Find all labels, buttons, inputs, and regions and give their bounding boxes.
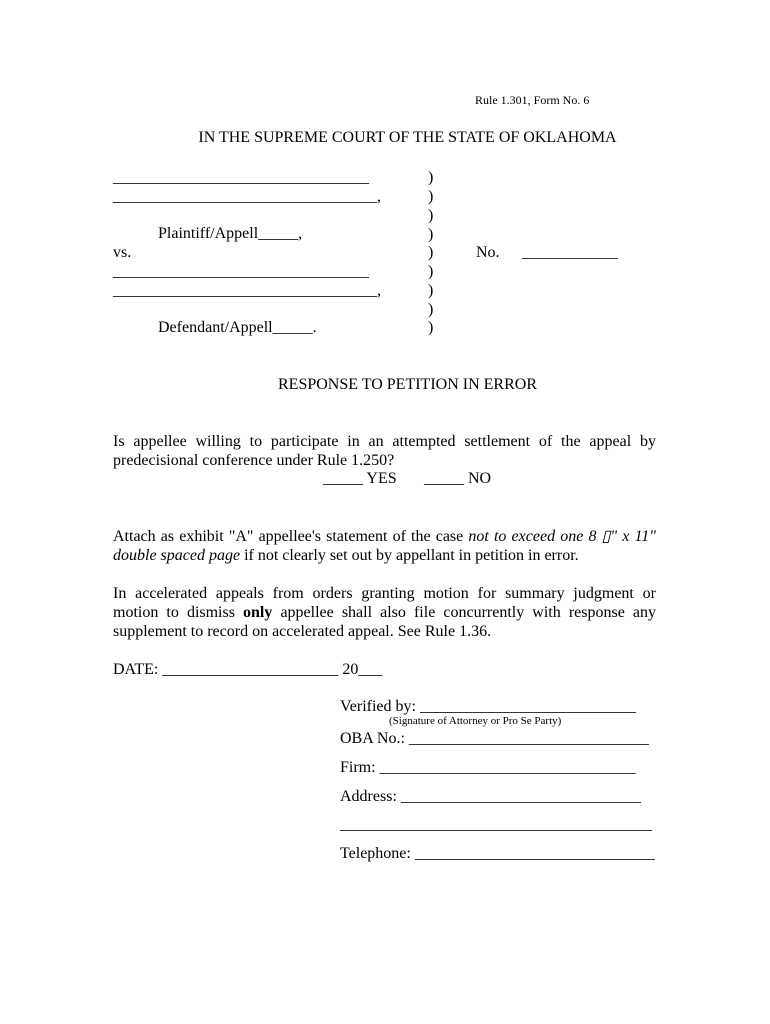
plaintiff-name-blank-1[interactable]: ________________________________ bbox=[113, 169, 369, 186]
verified-by-line[interactable]: Verified by: ___________________________ bbox=[340, 698, 636, 715]
paren: ) bbox=[428, 169, 434, 186]
paren: ) bbox=[428, 301, 434, 318]
no-option[interactable]: _____ NO bbox=[424, 470, 492, 487]
attach-suffix: if not clearly set out by appellant in petition in error. bbox=[240, 547, 579, 564]
date-line[interactable]: DATE: ______________________ 20___ bbox=[113, 661, 383, 678]
accelerated-bold: only bbox=[243, 604, 273, 621]
versus-label: vs. bbox=[113, 244, 132, 261]
attach-prefix: Attach as exhibit "A" appellee's statement of the case bbox=[113, 528, 469, 545]
address-line-2[interactable]: _______________________________________ bbox=[340, 816, 652, 833]
paren: ) bbox=[428, 207, 434, 224]
signature-caption: (Signature of Attorney or Pro Se Party) bbox=[389, 715, 562, 727]
paren: ) bbox=[428, 319, 434, 336]
court-title: IN THE SUPREME COURT OF THE STATE OF OKLAHOMA bbox=[198, 129, 617, 146]
accelerated-part2: appellee shall also file concurrently with response any supplement to record on accelerated appeal. See Rule 1.36. bbox=[113, 604, 656, 640]
defendant-label: Defendant/Appell_____. bbox=[158, 319, 317, 336]
form-reference: Rule 1.301, Form No. 6 bbox=[475, 93, 590, 107]
defendant-name-blank-1[interactable]: ________________________________ bbox=[113, 263, 369, 280]
oba-number-line[interactable]: OBA No.: ______________________________ bbox=[340, 730, 649, 747]
case-number-label: No. bbox=[476, 244, 500, 261]
firm-line[interactable]: Firm: ________________________________ bbox=[340, 759, 636, 776]
yes-option[interactable]: _____ YES bbox=[323, 470, 397, 487]
accelerated-appeals-paragraph bbox=[113, 584, 656, 641]
telephone-line[interactable]: Telephone: ______________________________ bbox=[340, 845, 655, 862]
attach-italic: not to exceed one 8 ▯" x 11" double spaced page bbox=[113, 528, 657, 564]
paren: ) bbox=[428, 263, 434, 280]
plaintiff-label: Plaintiff/Appell_____, bbox=[158, 225, 303, 242]
attach-exhibit-paragraph bbox=[113, 527, 656, 565]
plaintiff-name-blank-2[interactable]: _________________________________, bbox=[113, 188, 381, 205]
settlement-question: Is appellee willing to participate in an attempted settlement of the appeal by predecisional conference under Rule 1.250? bbox=[113, 433, 656, 469]
address-line[interactable]: Address: ______________________________ bbox=[340, 788, 641, 805]
paren: ) bbox=[428, 244, 434, 261]
defendant-name-blank-2[interactable]: _________________________________, bbox=[113, 282, 381, 299]
accelerated-part1: In accelerated appeals from orders granting motion for summary judgment or motion to dismiss bbox=[113, 585, 656, 621]
paren: ) bbox=[428, 282, 434, 299]
paren: ) bbox=[428, 188, 434, 205]
document-title: RESPONSE TO PETITION IN ERROR bbox=[278, 376, 537, 393]
case-number-blank[interactable]: ____________ bbox=[522, 244, 618, 261]
paren: ) bbox=[428, 226, 434, 243]
